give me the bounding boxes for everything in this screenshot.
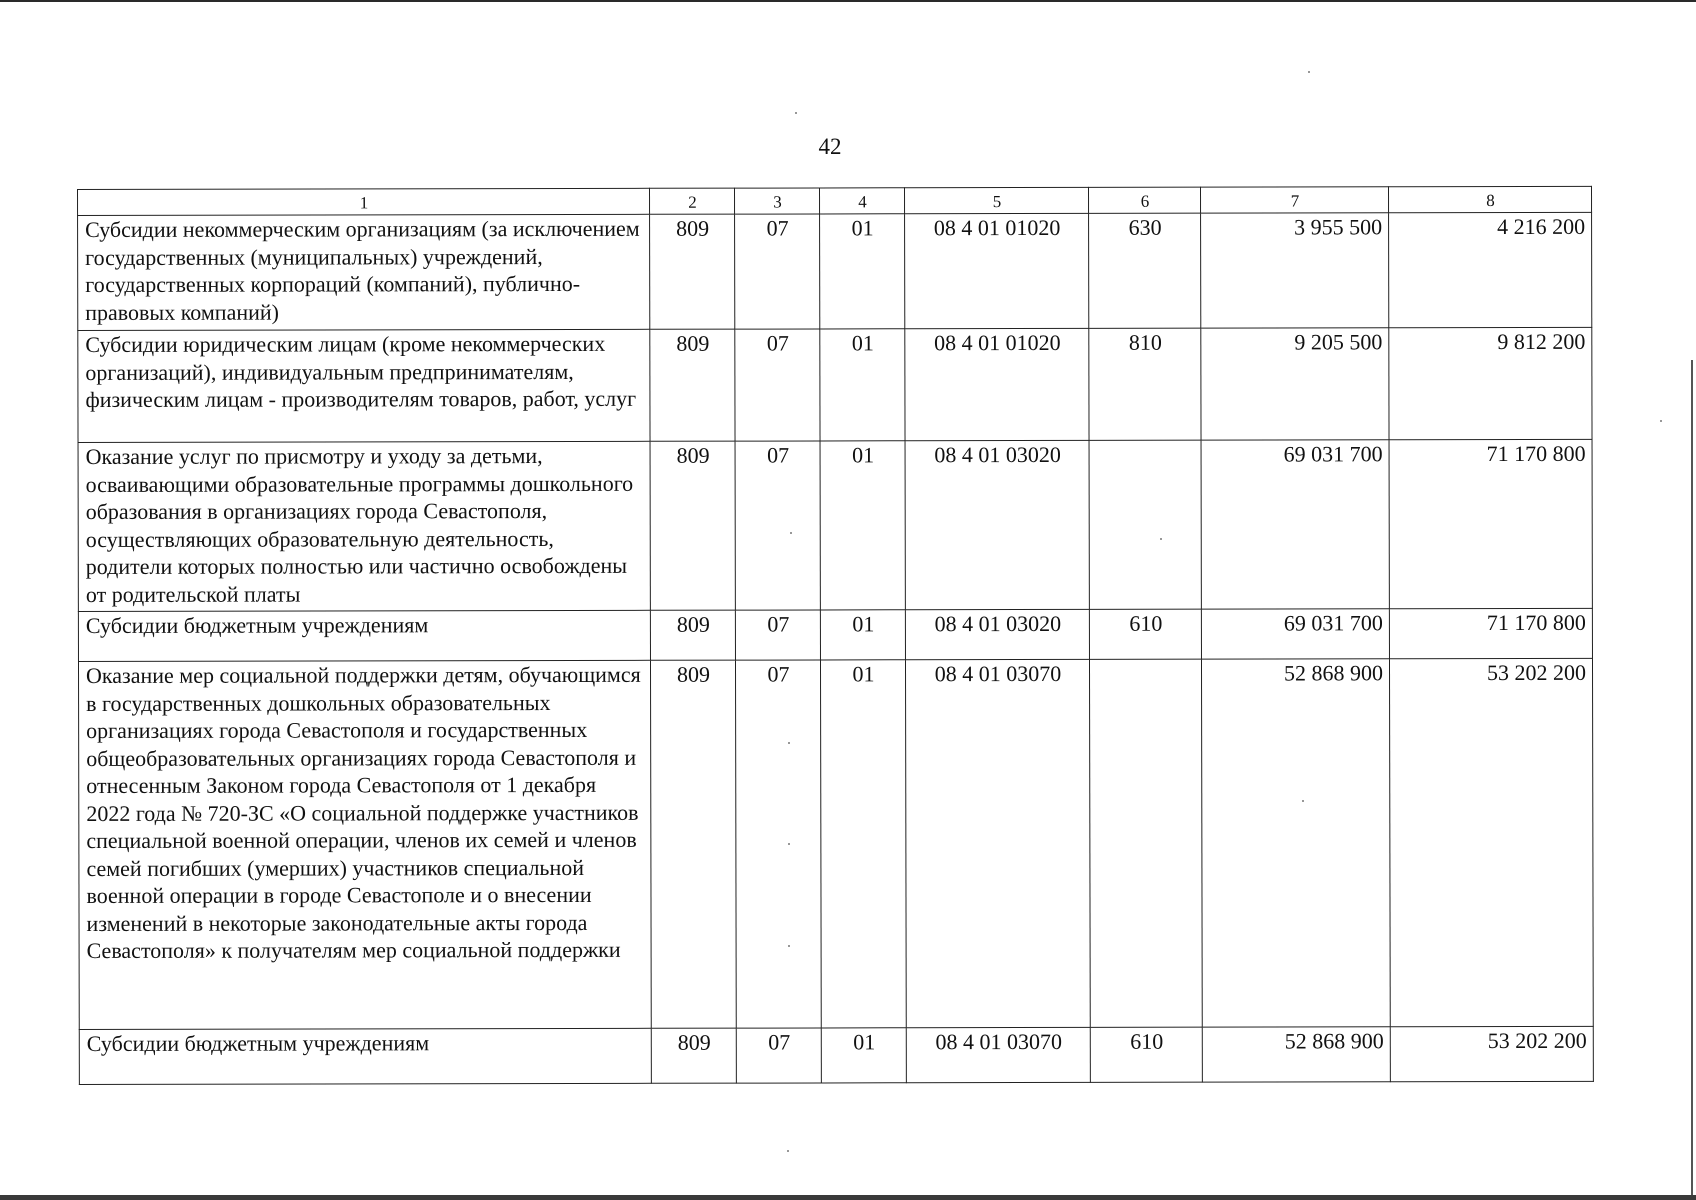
target-article-code: 08 4 01 03070: [905, 659, 1090, 1027]
scan-speck: [1660, 420, 1662, 422]
table-row: [78, 658, 1593, 1029]
budget-table: [77, 186, 1594, 1085]
target-article-code: 08 4 01 01020: [905, 328, 1089, 440]
column-number: 7: [1200, 187, 1388, 213]
column-number: 3: [734, 188, 819, 214]
ministry-code: 809: [650, 214, 735, 329]
expense-type-code: 810: [1089, 328, 1201, 440]
scan-speck: [787, 1150, 789, 1152]
scan-speck: [788, 945, 790, 947]
amount-col-7: 9 205 500: [1201, 328, 1389, 440]
ministry-code: 809: [650, 441, 735, 610]
table-row: [78, 439, 1592, 611]
amount-col-7: 69 031 700: [1201, 609, 1389, 659]
amount-col-8: 71 170 800: [1389, 439, 1592, 608]
table-row: [79, 1026, 1593, 1084]
target-article-code: 08 4 01 03070: [906, 1027, 1090, 1082]
ministry-code: 809: [650, 660, 736, 1028]
scan-speck: [1308, 71, 1310, 73]
scan-right-edge: [1691, 360, 1693, 1200]
expense-type-code: [1089, 659, 1202, 1027]
column-number: 5: [904, 187, 1088, 213]
column-number: 2: [649, 188, 734, 214]
scan-speck: [1302, 800, 1304, 802]
column-number: 6: [1088, 187, 1200, 213]
section-code: 07: [735, 214, 820, 329]
column-number: 4: [819, 188, 904, 214]
amount-col-8: 4 216 200: [1389, 212, 1592, 327]
scan-speck: [790, 532, 792, 534]
section-code: 07: [736, 1028, 821, 1083]
target-article-code: 08 4 01 01020: [905, 213, 1089, 328]
amount-col-8: 53 202 200: [1390, 1026, 1593, 1081]
section-code: 07: [735, 660, 821, 1028]
amount-col-8: 53 202 200: [1389, 658, 1593, 1026]
table-row: [78, 327, 1592, 442]
amount-col-7: 52 868 900: [1202, 1027, 1390, 1082]
amount-col-7: 3 955 500: [1201, 213, 1389, 328]
subsection-code: 01: [820, 441, 905, 610]
amount-col-7: 69 031 700: [1201, 440, 1389, 609]
expense-type-code: 610: [1090, 1027, 1202, 1082]
scan-speck: [788, 843, 790, 845]
page-number: 42: [818, 134, 842, 159]
column-number: 1: [78, 188, 650, 215]
table-row: [78, 608, 1592, 661]
expense-type-code: 630: [1089, 213, 1201, 328]
row-name: Оказание услуг по присмотру и уходу за детьми, осваивающими образовательные программы дошкольного образования в организациях города Севастополя, осуществляющих образовательную деятельность, родители которых полностью или частично освобождены от родительской платы: [78, 441, 650, 611]
expense-type-code: 610: [1089, 609, 1201, 659]
expense-type-code: [1089, 440, 1201, 609]
amount-col-8: 9 812 200: [1389, 327, 1592, 439]
section-code: 07: [735, 441, 820, 610]
subsection-code: 01: [820, 329, 905, 441]
scan-speck: [788, 742, 790, 744]
scan-bottom-edge: [0, 1195, 1696, 1200]
amount-col-8: 71 170 800: [1389, 608, 1592, 658]
row-name: Субсидии юридическим лицам (кроме некоммерческих организаций), индивидуальным предпринимателям, физическим лицам - производителям товаров, работ, услуг: [78, 329, 650, 442]
amount-col-7: 52 868 900: [1201, 659, 1390, 1027]
scan-speck: [1160, 538, 1162, 540]
target-article-code: 08 4 01 03020: [905, 609, 1089, 659]
row-name: Оказание мер социальной поддержки детям, обучающимся в государственных дошкольных образовательных организациях города Севастополя и государственных общеобразовательных организациях города Севастополя и отнесенным Законом города Севастополя от 1 декабря 2022 года № 720-ЗС «О социальной поддержке участников специальной военной операции, членов их семей и членов семей погибших (умерших) участников специальной военной операции в городе Севастополе и о внесении изменений в некоторые законодательные акты города Севастополя» к получателям мер социальной поддержки: [78, 660, 651, 1029]
ministry-code: 809: [650, 329, 735, 441]
column-number-row: [78, 186, 1592, 215]
section-code: 07: [735, 610, 820, 660]
scan-speck: [795, 112, 797, 114]
section-code: 07: [735, 329, 820, 441]
table-row: [78, 212, 1592, 330]
subsection-code: 01: [820, 610, 905, 660]
subsection-code: 01: [821, 1028, 906, 1083]
ministry-code: 809: [650, 610, 735, 660]
ministry-code: 809: [651, 1028, 736, 1083]
subsection-code: 01: [820, 660, 906, 1028]
target-article-code: 08 4 01 03020: [905, 440, 1089, 609]
row-name: Субсидии некоммерческим организациям (за исключением государственных (муниципальных) учреждений, государственных корпораций (компаний), публично-правовых компаний): [78, 214, 650, 330]
row-name: Субсидии бюджетным учреждениям: [79, 1028, 651, 1084]
row-name: Субсидии бюджетным учреждениям: [78, 610, 650, 661]
scan-top-edge: [0, 0, 1696, 2]
column-number: 8: [1388, 186, 1591, 212]
subsection-code: 01: [820, 214, 905, 329]
